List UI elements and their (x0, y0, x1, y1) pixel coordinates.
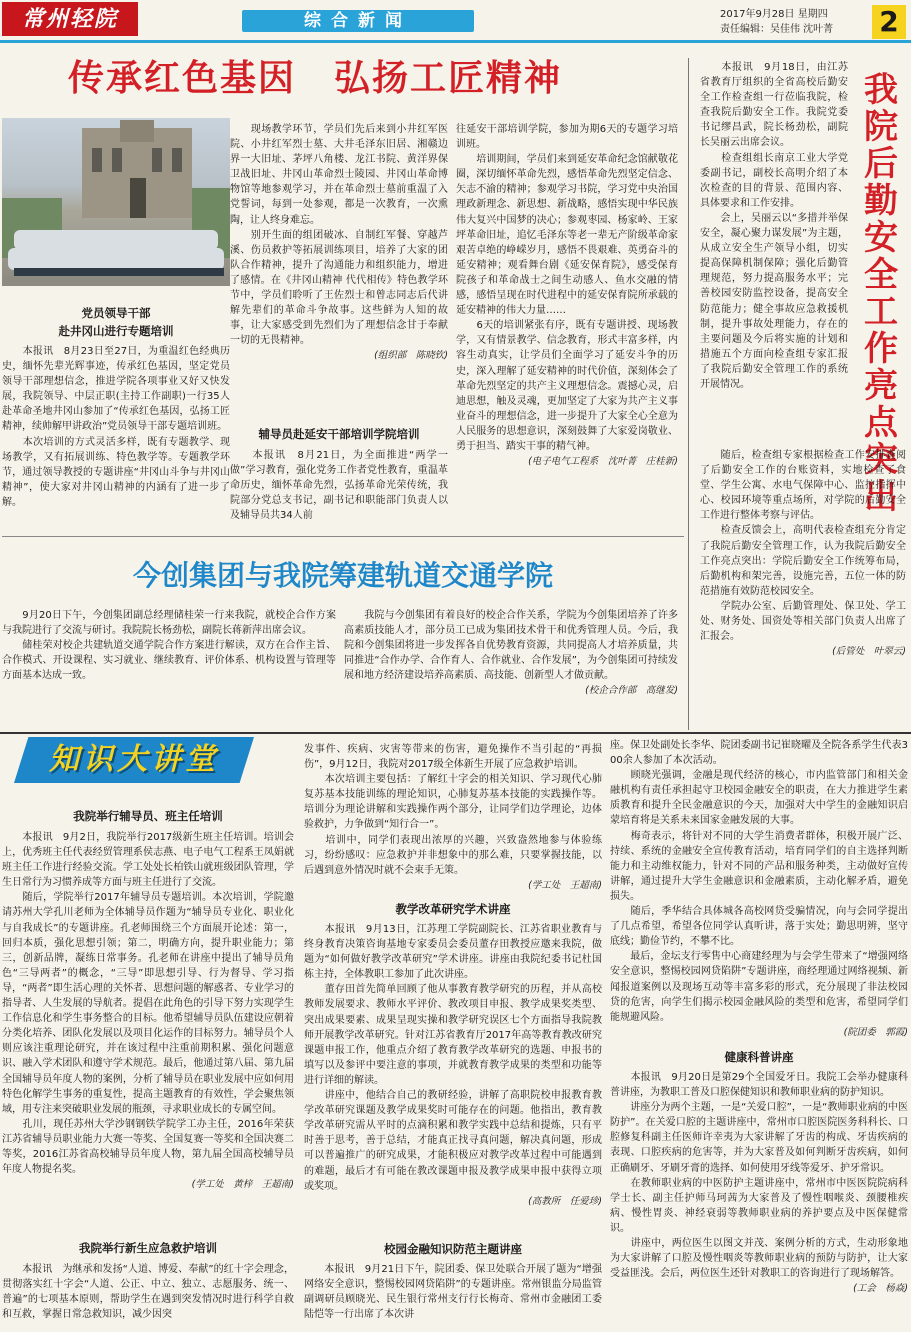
lecture4-byline: (院团委 郭霞) (843, 1026, 908, 1038)
story1-title-line1: 党员领导干部 (81, 306, 151, 320)
lecture4-para: 座。保卫处副处长李华、院团委副书记崔晓曜及全院各系学生代表300余人参加了本次活动。 (610, 740, 908, 767)
story2-title: 辅导员赴延安干部培训学院培训 (258, 427, 420, 441)
story1-byline: (组织部 陈晓钦) (374, 350, 448, 362)
story2-col2 (230, 448, 448, 523)
rail-para: 储桂荣对校企共建轨道交通学院合作方案进行解读，双方在合作主旨、合作模式、开设课程、实习就业、继续教育、评价体系、机构设置与管理等方面基本达成一致。 (2, 640, 336, 682)
rail-col1 (2, 608, 336, 683)
sidebar-body (700, 60, 848, 392)
column-divider (688, 58, 689, 730)
sidebar-para: 检查组组长南京工业大学党委副书记，副校长高明介绍了本次检查的目的背景、范围内容、具体要求和工作安排。 (700, 152, 848, 209)
story1-col1 (2, 344, 230, 510)
story2-para: 本报讯 8月21日，为全面推进“两学一做”学习教育，强化党务工作者党性教育，重温革命历史，缅怀革命先烈，弘扬革命光荣传统，我院部分党总支书记，副书记和职能部门负责人以及辅导员共34人前 (230, 450, 448, 522)
story1-para: 本次培训的方式灵活多样，既有专题教学、现场教学，又有拓展训练、特色教学等。专题教学环节，通过领导教授的专题讲座“井冈山斗争与井冈山精神”，使大家对井冈山精神的内涵有了进一步了解。 (2, 436, 230, 508)
rail-para: 9月20日下午，今创集团副总经理储桂荣一行来我院，就校企合作方案与我院进行了交流与研讨。我院院长杨劲松，副院长蒋新萍出席会议。 (2, 610, 336, 637)
lecture1-byline: (学工处 黄梓 王超南) (191, 1179, 294, 1191)
lecture3-para: 讲座中，他结合自己的教研经验，讲解了高职院校申报教育教学改革研究课题及教学成果奖时可能存在的问题。他指出，教育教学改革研究需从平时的点滴积累和教学实践中总结和提炼，只有平时善于思考，善于总结，才能真正找寻真问题，解决真问题，形成可以普遍推广的研究成果，才能积极应对教学改革过程中可能遇到的难题，最后才有可能在教改课题申报及教学成果申报中获得立项或奖项。 (304, 1090, 602, 1192)
header-rule (0, 40, 911, 43)
page-number: 2 (872, 5, 906, 39)
story1-para: 本报讯 8月23日至27日，为重温红色经典历史，缅怀先辈光辉事迹，传承红色基因，坚定党员领导干部理想信念，推进学院各项事业又好又快发展，我院领导、中层正职(主持工作副职)一行35人赴革命圣地井冈山参加了“传承红色基因，弘扬工匠精神，续帅解甲讲政治”党员领导干部专题培训班。 (2, 346, 230, 433)
lecture3-para: 本报讯 9月13日，江苏理工学院副院长、江苏省职业教育与终身教育决策咨询基地专家委员会委员董存田教授应邀来我院，做题为“如何做好教学改革研究”学术讲座。讲座由我院纪委书记杜国栋主持，全体教职工参加了此次讲座。 (304, 924, 602, 981)
rail-headline: 今创集团与我院筹建轨道交通学院 (132, 559, 553, 592)
lecture4-para: 最后，金坛支行零售中心商建经理为与会学生带来了“增强网络安全意识，整惕校园网贷陷阱”专题讲座，商经理通过网络视频、新闻报道案例以及现场互动等丰富多彩的形式，充分展现了非法校园贷的危害，向学生们揭示校园金融风险的类型和危害，希望同学们能规避风险。 (610, 951, 908, 1023)
lecture1-para: 随后，学院举行2017年辅导员专题培训。本次培训，学院邀请苏州大学孔川老师为全体辅导员作题为“辅导员专业化、职业化与自我成长”的专题讲座。孔老师围绕三个方面展开论述：第一，回归本质，强化思想引领；第二，明确方向，提升职业能力；第三，创新品牌，凝练日常事务。孔老师在讲座中提出了辅导员角色“三导两者”的概念，“三导”即思想引导、行为督导、学习指导，“两者”即生活心理的关怀者、思想问题的解惑者、专业学习的指导者、人生发展的导航者。提倡在此角色的引导下努力实现学生工作信息化和学生事务整合的目标。他希望辅导员队伍建设应朝着分类化培养、团队化发展以及项目化运作的目标努力。辅导员个人则应该注重理论研究，并在该过程中注重前期积累、强化问题意识、融入学术团队和遵守学术规范。最后，他通过第八届、第九届全国辅导员年度人物的案例，分析了辅导员在职业发展中应如何用特色化解学生事务的重复性，提高主题教育的有效性，学会聚焦领域，用专注来突破职业发展的瓶颈，寻求职业成长的专属空间。 (2, 892, 294, 1115)
sidebar-body-wide (700, 448, 906, 659)
lecture1-para: 本报讯 9月2日，我院举行2017级新生班主任培训。培训会上，优秀班主任代表经贸管理系侯志燕、电子电气工程系王凤娟就班主任工作进行经验交流。学工处处长柏铁山就班级团队管理，学生日常行为习惯养成等方面与班主任进行了交流。 (2, 832, 294, 889)
rail-para: 我院与今创集团有着良好的校企合作关系，学院为今创集团培养了许多高素质技能人才，部分员工已成为集团技术骨干和优秀管理人员。今后，我院和今创集团将进一步发挥各自优势教育资源，共同提高人才培养质量，共同推进“合作办学、合作育人、合作就业、合作发展”，为今创集团可持续发展和地方经济建设培养高素质、高技能、创新型人才做贡献。 (344, 610, 678, 682)
lecture5-para: 讲座分为两个主题，一是“关爱口腔”，一是“教师职业病的中医防护”。在关爱口腔的主题讲座中，常州市口腔医院医务科科长、口腔修复科副主任医师许幸夷为大家讲解了牙齿的构成、牙齿疾病的表现、口腔疾病的危害等，并为大家普及如何判断牙齿疾病，如何正确刷牙、牙刷牙膏的选择、如何使用牙线等爱牙、护牙常识。 (610, 1102, 908, 1174)
newspaper-logo: 常州轻院 (2, 2, 138, 36)
lecture3-para: 董存田首先简单回顾了他从事教育教学研究的历程，并从高校教师发展要求、教师水平评价、教改项目申报、教学成果奖类型、突出成果要素、成果呈现实操和教学研究误区七个方面指导我院教师开展教学改革研究。针对江苏省教育厅2017年高等教育教改研究课题申报工作，他重点介绍了教育教学改革研究的选题、申报书的填写以及参评中要注意的事项，并就教育教学成果的类型和功能等进行详细的解读。 (304, 984, 602, 1086)
sidebar-para: 学院办公室、后勤管理处、保卫处、学工处、财务处、国资处等相关部门负责人出席了汇报会。 (700, 600, 906, 643)
lead-headline: 传承红色基因 弘扬工匠精神 (68, 58, 563, 99)
lecture4-para: 随后，季华结合具体城各高校网贷受骗情况，向与会同学提出了几点希望，希望各位同学认真听讲，落于实处；勤思明辨，坚守底线；勤俭节约，不攀不比。 (610, 906, 908, 948)
section-title: 综合新闻 (242, 10, 474, 32)
group-photo (2, 118, 230, 286)
rail-byline: (校企合作部 高继发) (585, 685, 678, 697)
lecture5-para: 本报讯 9月20日是第29个全国爱牙日。我院工会举办健康科普讲座，为教职工普及口腔保健知识和教师职业病的防护知识。 (610, 1072, 908, 1099)
lecture4-para: 本报讯 9月21日下午，院团委、保卫处联合开展了题为“增强网络安全意识，整惕校园网贷陷阱”的专题讲座。常州银监分局监管副调研员顾晓光、民生银行常州支行行长梅奇、常州市金融团工委陆恺等一行出席了本次讲 (304, 1264, 602, 1321)
story1-para: 别开生面的组团破冰、自制红军餐、穿越芦溪、伤员救护等拓展训练项目，培养了大家的团队合作精神，提升了沟通能力和组织能力，增进了感情。在《井冈山精神 代代相传》特色教学环节中，学员们聆听了王佐烈士和曾志同志后代讲解先辈们的革命斗争故事。这些鲜为人知的故事，让大家感受到先烈们为了理想信念甘于奉献一切的无畏精神。 (230, 229, 448, 347)
story1-col2 (230, 122, 448, 363)
sidebar-para: 检查反馈会上，高明代表检查组充分肯定了我院后勤安全管理工作，认为我院后勤安全工作亮点突出：学院后勤安全工作统筹布局，后勤机构和架完善，设施完善，五位一体的防范措施有效防范校园安全。 (700, 525, 906, 597)
sidebar-para: 本报讯 9月18日，由江苏省教育厅组织的全省高校后勤安全工作检查组一行莅临我院，检查我院后勤安全工作。我院党委书记缪昌武，院长杨劲松，副院长吴丽云出席会议。 (700, 62, 848, 149)
lecture3-title: 教学改革研究学术讲座 (395, 902, 511, 916)
lecture4-para: 顾晓光强调，金融是现代经济的核心，市内监管部门和相关金融机构有责任承担起守卫校园金融安全的职责，在大力推进学生素质教育和提升全民金融意识的今天，加强对大中学生的金融知识启蒙培育将是关系未来国家金融发展的大事。 (610, 770, 908, 827)
sidebar-byline: (后管处 叶翠云) (832, 646, 906, 658)
story1-para: 现场教学环节，学员们先后来到小井红军医院、小井红军烈士墓、大井毛泽东旧居、湘赣边界一大旧址、茅坪八角楼、龙江书院、黄洋界保卫战旧址、井冈山革命烈士陵园、井冈山革命博物馆等地参观学习，并在革命烈士墓前重温了入党誓词，每到一处参观，都是一次教育，一次熏陶，让人终身难忘。 (230, 124, 448, 226)
lecture2-body (2, 1262, 294, 1322)
sidebar-headline: 我院后勤安全工作亮点突出 (864, 70, 898, 517)
lecture5-byline: (工会 杨焱) (853, 1283, 908, 1295)
editor-credit: 责任编辑：吴佳伟 沈叶菁 (720, 24, 834, 35)
lecture2-para: 本次培训主要包括：了解红十字会的相关知识、学习现代心肺复苏基本技能训练的理论知识，心肺复苏基本技能的实践操作等。培训分为理论讲解和实践操作两个部分，让同学们边学理论，边体验救护，力争做到“知行合一”。 (304, 774, 602, 831)
story2-para: 6天的培训紧张有序，既有专题讲授、现场教学，又有情景教学、信念教育，形式丰富多样，内容生动真实，让学员们全面学习了延安斗争的历史，深入理解了延安精神的时代价值，深刻体会了革命先烈坚定的共产主义理想信念。震撼心灵，启迪思想，触及灵魂，更加坚定了大家为共产主义事业奋斗的理想信念，进一步提升了大家全心全意为人民服务的思想意识，深刻鼓舞了大家爱岗敬业、勇于担当、踏实干事的精气神。 (456, 320, 678, 452)
story2-col3 (456, 122, 678, 469)
sidebar-para: 会上，吴丽云以“多措并举保安全，凝心聚力谋发展”为主题，从成立安全生产领导小组，切实提高保障机制保障；强化后勤管理规范，努力提高服务水平；完善校园安防监控设备，提高安全防范能力；健全事故应急救援机制，提升事故处理能力，存在的主要问题及今后将实施的计划和措施五个方面向检查组专家汇报了我院后勤安全管理工作的系统开展情况。 (700, 212, 848, 390)
lecture5-body (610, 1070, 908, 1296)
lecture3-byline: (高教所 任爱珍) (528, 1195, 602, 1207)
rail-col2 (344, 608, 678, 698)
lecture4-title: 校园金融知识防范主题讲座 (384, 1242, 522, 1256)
lecture2-para: 发事件、疾病、灾害等带来的伤害，避免操作不当引起的“再损伤”，9月12日，我院对2017级全体新生开展了应急救护培训。 (304, 744, 602, 771)
sidebar-para: 随后，检查组专家根据检查工作安排查阅了后勤安全工作的台账资料，实地检查了食堂、学生公寓、水电气保障中心、监控指挥中心、校园环境等重点场所，对学院的后勤安全工作进行整体考察与评估。 (700, 450, 906, 522)
lecture3-body (304, 922, 602, 1209)
lecture1-title: 我院举行辅导员、班主任培训 (73, 809, 223, 823)
section-rule (2, 536, 684, 537)
story1-title-line2: 赴井冈山进行专题培训 (58, 324, 174, 338)
lecture-col3 (610, 738, 908, 1040)
lecture4-body (304, 1262, 602, 1322)
story2-para: 往延安干部培训学院，参加为期6天的专题学习培训班。 (456, 124, 678, 151)
lecture5-para: 在教师职业病的中医防护主题讲座中，常州市中医医院院病科学士长、副主任护师马珂茜为大家普及了慢性咽喉炎、颈腰椎疾病、慢性胃炎、神经衰弱等教师职业病的养护要点及中医保健常识。 (610, 1177, 908, 1234)
lecture5-title: 健康科普讲座 (724, 1050, 794, 1064)
story2-byline: (电子电气工程系 沈叶菁 庄桂新) (528, 456, 678, 468)
story2-para: 培训期间，学员们来到延安革命纪念馆献敬花圈，深切缅怀革命先烈，感悟革命先烈坚定信念、矢志不渝的精神；参观学习书院，学习党中央治国理政新理念、新思想、新战略，感悟实现中华民族伟大复兴中国梦的决心；参观枣园、杨家岭、王家坪革命旧址，追忆毛泽东等老一辈无产阶级革命家艰苦卓绝的峥嵘岁月，感悟不畏艰难、英勇奋斗的延安精神；观看舞台剧《延安保育院》，感受保育院孩子和革命战士之间生动感人、鱼水交融的情感，感悟呈现在时代进程中的延安保育院所承载的延安精神的伟大力量…… (456, 154, 678, 317)
knowledge-banner: 知识大讲堂 (49, 742, 219, 777)
lecture4-para: 梅奇表示，将针对不同的大学生消费者群体，积极开展广泛、持续、系统的金融安全宣传教育活动，培育同学们的自主选择判断能力和主动维权能力，针对不同的产品和服务种类，主动做好宣传讲解，通过提升大学生金融意识和金融素质，主动化解矛盾，避免损失。 (610, 830, 908, 902)
group-photo-illustration (2, 118, 230, 286)
lecture-col2-top (304, 742, 602, 893)
lecture1-para: 孔川，现任苏州大学沙钢钢铁学院学工办主任，2016年荣获江苏省辅导员职业能力大赛一等奖、全国复赛一等奖和全国决赛二等奖，2016江苏省高校辅导员年度人物，第九届全国高校辅导员年度人物提名奖。 (2, 1118, 294, 1176)
lecture2-title: 我院举行新生应急救护培训 (79, 1241, 217, 1255)
issue-date: 2017年9月28日 星期四 (720, 9, 828, 20)
lecture1-body (2, 830, 294, 1192)
lecture2-para: 本报讯 为继承和发扬“人道、博爱、奉献”的红十字会理念，贯彻落实红十字会“人道、公正、中立、独立、志愿服务、统一、普遍”的七项基本原则，帮助学生在遇到突发情况时进行科学自救和互救，掌握日常急救知识，减少因突 (2, 1264, 294, 1321)
lecture2-para: 培训中，同学们表现出浓厚的兴趣，兴致盎然地参与体验练习，纷纷感叹：应急救护并非想象中的那么难，只要掌握技能，以后遇到意外情况时就不会束手无策。 (304, 834, 602, 876)
lecture5-para: 讲座中，两位医生以图文并茂、案例分析的方式，生动形象地为大家讲解了口腔及慢性咽炎等教师职业病的预防与防护，让大家受益匪浅。会后，两位医生还针对教职工的咨询进行了现场解答。 (610, 1238, 908, 1280)
lecture2-byline: (学工处 王超南) (528, 879, 602, 891)
section-rule (0, 732, 911, 734)
